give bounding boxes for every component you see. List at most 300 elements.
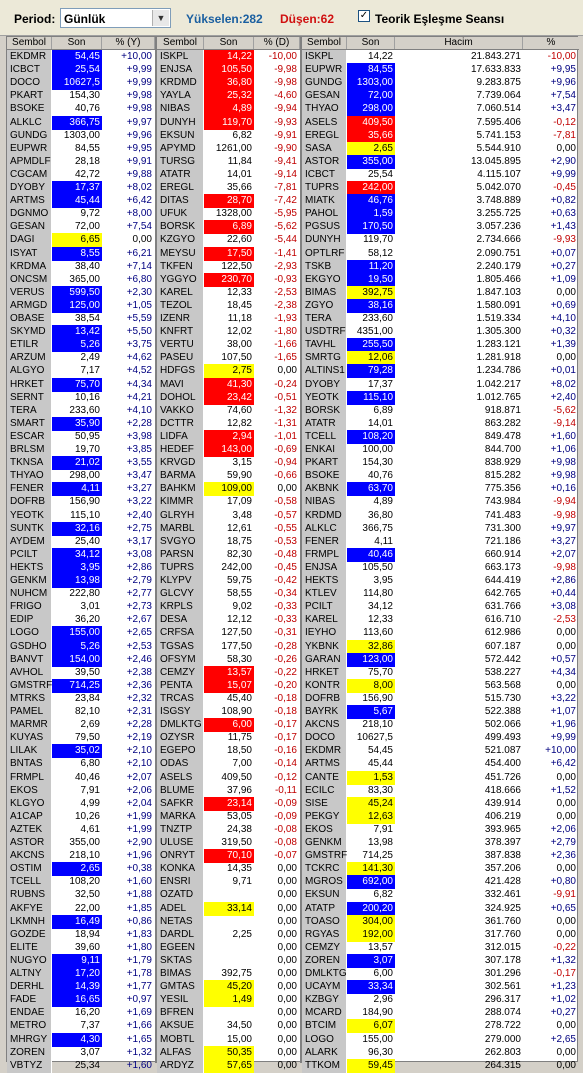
table-row[interactable] bbox=[7, 194, 579, 208]
last-price-cell: 2,69 bbox=[80, 719, 100, 731]
table-row[interactable] bbox=[7, 836, 579, 850]
table-row[interactable] bbox=[7, 168, 579, 182]
table-row[interactable] bbox=[7, 587, 579, 601]
symbol-cell: ONRYT bbox=[157, 849, 204, 863]
change-pct-cell: +1,65 bbox=[126, 1033, 152, 1045]
volume-cell: 731.300 bbox=[484, 522, 521, 534]
header-last-volume[interactable]: Son bbox=[347, 37, 395, 49]
last-price-cell: 17,09 bbox=[226, 496, 252, 508]
last-price-cell: 84,55 bbox=[74, 142, 100, 154]
symbol-cell: RGYAS bbox=[302, 928, 347, 942]
table-row[interactable] bbox=[7, 299, 579, 313]
last-price-cell: 143,00 bbox=[204, 443, 254, 457]
volume-cell: 1.580.091 bbox=[476, 299, 521, 311]
table-row[interactable] bbox=[7, 731, 579, 745]
change-pct-cell: +10,00 bbox=[121, 51, 152, 62]
change-pct-cell: +8,02 bbox=[126, 182, 152, 193]
last-price-cell: 714,25 bbox=[362, 850, 393, 862]
symbol-cell: ASTOR bbox=[7, 836, 52, 850]
table-row[interactable] bbox=[7, 482, 579, 496]
last-price-cell: 10627,5 bbox=[52, 76, 102, 90]
change-pct-cell: +6,42 bbox=[550, 758, 576, 770]
symbol-cell: PCILT bbox=[7, 548, 52, 562]
symbol-cell: TGSAS bbox=[157, 640, 204, 654]
change-pct-cell: +9,97 bbox=[126, 116, 152, 128]
table-row[interactable] bbox=[7, 954, 579, 968]
change-pct-cell: +9,98 bbox=[126, 103, 152, 115]
change-pct-cell: +2,67 bbox=[126, 614, 152, 626]
symbol-cell: THYAO bbox=[302, 102, 347, 116]
last-price-cell: 28,18 bbox=[74, 155, 100, 167]
last-price-cell: 714,25 bbox=[52, 679, 102, 693]
last-price-cell: 4,89 bbox=[373, 496, 393, 508]
symbol-cell: SKTAS bbox=[157, 954, 204, 968]
table-row[interactable] bbox=[7, 220, 579, 234]
table-row[interactable] bbox=[7, 116, 579, 130]
last-price-cell: 233,60 bbox=[362, 313, 393, 324]
toolbar bbox=[0, 0, 583, 36]
table-row[interactable] bbox=[7, 653, 579, 667]
change-pct-cell: +0,65 bbox=[550, 902, 576, 914]
change-pct-cell: 0,00 bbox=[277, 1059, 297, 1071]
last-price-cell: 4351,00 bbox=[356, 326, 393, 338]
last-price-cell: 366,75 bbox=[362, 522, 393, 534]
chevron-down-icon[interactable]: ▼ bbox=[152, 10, 169, 26]
last-price-cell: 42,72 bbox=[74, 168, 100, 180]
header-last-falling[interactable]: Son bbox=[204, 37, 254, 49]
table-row[interactable] bbox=[7, 155, 579, 169]
theoretical-label: Teorik Eşleşme Seansı bbox=[375, 12, 505, 26]
volume-cell: 7.595.406 bbox=[476, 116, 521, 128]
symbol-cell: ISGSY bbox=[157, 705, 204, 719]
change-pct-cell: +2,07 bbox=[126, 771, 152, 783]
last-price-cell: 599,50 bbox=[52, 286, 102, 300]
symbol-cell: GLRYH bbox=[157, 509, 204, 523]
header-symbol-falling[interactable]: Sembol bbox=[157, 37, 204, 49]
last-price-cell: 17,50 bbox=[204, 247, 254, 261]
table-row[interactable] bbox=[7, 233, 579, 247]
last-price-cell: 32,86 bbox=[347, 640, 395, 654]
table-row[interactable] bbox=[7, 456, 579, 470]
last-price-cell: 22,00 bbox=[74, 902, 100, 914]
last-price-cell: 107,50 bbox=[221, 352, 252, 364]
symbol-cell: SASA bbox=[302, 142, 347, 156]
table-row[interactable] bbox=[7, 797, 579, 811]
volume-cell: 278.722 bbox=[484, 1020, 521, 1032]
header-pct-rising[interactable]: % (Y) bbox=[102, 37, 155, 49]
change-pct-cell: +0,07 bbox=[550, 247, 576, 259]
volume-cell: 5.042.070 bbox=[476, 182, 521, 193]
symbol-cell: SUNTK bbox=[7, 522, 52, 536]
last-price-cell: 12,63 bbox=[347, 810, 395, 824]
symbol-cell: MEYSU bbox=[157, 247, 204, 261]
change-pct-cell: +0,97 bbox=[126, 994, 152, 1006]
symbol-cell: DOHOL bbox=[157, 391, 204, 405]
table-row[interactable] bbox=[7, 129, 579, 143]
last-price-cell: 19,50 bbox=[347, 273, 395, 287]
symbol-cell: ISKPL bbox=[157, 50, 204, 64]
header-volume[interactable]: Hacim bbox=[395, 37, 523, 49]
table-row[interactable] bbox=[7, 417, 579, 431]
symbol-cell: SMART bbox=[7, 417, 52, 431]
table-row[interactable] bbox=[7, 273, 579, 287]
volume-cell: 451.726 bbox=[484, 771, 521, 783]
table-row[interactable] bbox=[7, 1019, 579, 1033]
header-pct-falling[interactable]: % (D) bbox=[254, 37, 300, 49]
table-row[interactable] bbox=[7, 574, 579, 588]
table-row[interactable] bbox=[7, 548, 579, 562]
change-pct-cell: +9,98 bbox=[126, 90, 152, 102]
table-row[interactable] bbox=[7, 443, 579, 457]
last-price-cell: 6,80 bbox=[80, 758, 100, 770]
symbol-cell: PAMEL bbox=[7, 705, 52, 719]
symbol-cell: DITAS bbox=[157, 194, 204, 208]
volume-cell: 572.442 bbox=[484, 653, 521, 665]
volume-cell: 317.760 bbox=[484, 928, 521, 940]
symbol-cell: SKYMD bbox=[7, 325, 52, 339]
last-price-cell: 25,32 bbox=[204, 89, 254, 103]
change-pct-cell: +9,98 bbox=[550, 457, 576, 469]
volume-cell: 7.060.514 bbox=[476, 103, 521, 115]
change-pct-cell: +3,27 bbox=[126, 483, 152, 495]
table-row[interactable] bbox=[7, 207, 579, 221]
table-row[interactable] bbox=[7, 849, 579, 863]
last-price-cell: 2,75 bbox=[204, 364, 254, 378]
table-row[interactable] bbox=[7, 967, 579, 981]
table-row[interactable] bbox=[7, 928, 579, 942]
last-price-cell: 230,70 bbox=[204, 273, 254, 287]
symbol-cell: AKBNK bbox=[302, 482, 347, 496]
table-row[interactable] bbox=[7, 181, 579, 195]
volume-cell: 312.015 bbox=[484, 941, 521, 953]
table-row[interactable] bbox=[7, 364, 579, 378]
table-row[interactable] bbox=[7, 692, 579, 706]
table-row[interactable] bbox=[7, 404, 579, 418]
table-row[interactable] bbox=[7, 338, 579, 352]
symbol-cell: MGROS bbox=[302, 875, 347, 889]
header-last-rising[interactable]: Son bbox=[52, 37, 102, 49]
symbol-cell: MOBTL bbox=[157, 1033, 204, 1047]
table-row[interactable] bbox=[7, 810, 579, 824]
symbol-cell: KUYAS bbox=[7, 731, 52, 745]
table-row[interactable] bbox=[7, 640, 579, 654]
table-row[interactable] bbox=[7, 771, 579, 785]
last-price-cell: 9,11 bbox=[52, 954, 102, 968]
last-price-cell: 154,00 bbox=[52, 653, 102, 667]
symbol-cell: PASEU bbox=[157, 351, 204, 365]
symbol-cell: DYOBY bbox=[7, 181, 52, 195]
change-pct-cell: +2,07 bbox=[550, 548, 576, 560]
symbol-cell: SVGYO bbox=[157, 535, 204, 549]
table-row[interactable] bbox=[7, 902, 579, 916]
change-pct-cell: 0,00 bbox=[277, 876, 297, 888]
change-pct-cell: +2,04 bbox=[126, 797, 152, 809]
last-price-cell: 46,76 bbox=[347, 194, 395, 208]
last-price-cell: 32,16 bbox=[52, 522, 102, 536]
symbol-cell: KRDMD bbox=[302, 509, 347, 523]
last-price-cell bbox=[204, 1006, 254, 1020]
table-row[interactable] bbox=[7, 50, 579, 64]
symbol-cell: DMLKTG bbox=[157, 718, 204, 732]
change-pct-cell: +0,86 bbox=[126, 915, 152, 927]
change-pct-cell: +4,10 bbox=[550, 313, 576, 324]
table-row[interactable] bbox=[7, 1046, 579, 1060]
grid-header bbox=[7, 37, 579, 50]
symbol-cell: TKFEN bbox=[157, 260, 204, 274]
table-row[interactable] bbox=[7, 469, 579, 483]
last-price-cell: 12,82 bbox=[226, 417, 252, 429]
change-pct-cell: +4,34 bbox=[550, 666, 576, 678]
last-price-cell: 177,50 bbox=[221, 640, 252, 652]
change-pct-cell: -0,26 bbox=[274, 653, 297, 665]
symbol-cell: EKGYO bbox=[302, 273, 347, 287]
symbol-cell: KIMMR bbox=[157, 495, 204, 509]
change-pct-cell: -7,81 bbox=[274, 182, 297, 193]
symbol-cell: GOZDE bbox=[7, 928, 52, 942]
change-pct-cell: +1,39 bbox=[550, 339, 576, 351]
table-row[interactable] bbox=[7, 626, 579, 640]
table-row[interactable] bbox=[7, 1059, 579, 1073]
symbol-cell: DAGI bbox=[7, 233, 52, 247]
table-row[interactable] bbox=[7, 247, 579, 261]
table-row[interactable] bbox=[7, 89, 579, 103]
symbol-cell: ETILR bbox=[7, 338, 52, 352]
change-pct-cell: 0,00 bbox=[277, 863, 297, 875]
table-row[interactable] bbox=[7, 509, 579, 523]
table-row[interactable] bbox=[7, 666, 579, 680]
table-row[interactable] bbox=[7, 757, 579, 771]
change-pct-cell: -0,17 bbox=[274, 732, 297, 744]
change-pct-cell: -0,18 bbox=[274, 706, 297, 717]
last-price-cell: 9,72 bbox=[80, 208, 100, 220]
symbol-cell: PKART bbox=[7, 89, 52, 103]
change-pct-cell: -0,22 bbox=[553, 941, 576, 953]
table-row[interactable] bbox=[7, 705, 579, 719]
change-pct-cell: +3,47 bbox=[126, 470, 152, 482]
table-row[interactable] bbox=[7, 102, 579, 116]
symbol-cell: FENER bbox=[7, 482, 52, 496]
change-pct-cell: +2,53 bbox=[126, 640, 152, 652]
table-row[interactable] bbox=[7, 76, 579, 90]
change-pct-cell: 0,00 bbox=[277, 915, 297, 927]
symbol-cell: DOCO bbox=[302, 731, 347, 745]
volume-cell: 4.115.107 bbox=[477, 168, 521, 180]
last-price-cell: 82,10 bbox=[74, 706, 100, 717]
last-price-cell: 4,11 bbox=[374, 535, 393, 547]
volume-cell: 5.741.153 bbox=[476, 129, 521, 141]
table-row[interactable] bbox=[7, 561, 579, 575]
table-row[interactable] bbox=[7, 613, 579, 627]
symbol-cell: GENKM bbox=[7, 574, 52, 588]
symbol-cell: DCTTR bbox=[157, 417, 204, 431]
last-price-cell: 14,22 bbox=[367, 51, 393, 62]
header-pct-volume[interactable]: % bbox=[546, 37, 556, 48]
volume-cell: 1.805.466 bbox=[476, 273, 521, 285]
table-row[interactable] bbox=[7, 941, 579, 955]
table-row[interactable] bbox=[7, 522, 579, 536]
table-row[interactable] bbox=[7, 535, 579, 549]
symbol-cell: NUHCM bbox=[7, 587, 52, 601]
symbol-cell: OSTIM bbox=[7, 862, 52, 876]
symbol-cell: SMRTG bbox=[302, 351, 347, 365]
volume-cell: 1.283.121 bbox=[476, 339, 521, 351]
change-pct-cell: -1,31 bbox=[274, 417, 297, 429]
last-price-cell: 19,70 bbox=[74, 444, 100, 455]
table-row[interactable] bbox=[7, 378, 579, 392]
table-row[interactable] bbox=[7, 862, 579, 876]
change-pct-cell: +1,96 bbox=[550, 719, 576, 731]
table-row[interactable] bbox=[7, 679, 579, 693]
change-pct-cell: -2,38 bbox=[274, 299, 297, 311]
table-row[interactable] bbox=[7, 260, 579, 274]
last-price-cell: 355,00 bbox=[347, 155, 395, 169]
table-row[interactable] bbox=[7, 915, 579, 929]
change-pct-cell: -5,62 bbox=[553, 404, 576, 416]
table-row[interactable] bbox=[7, 430, 579, 444]
last-price-cell: 3,01 bbox=[80, 601, 100, 613]
last-price-cell: 74,60 bbox=[226, 404, 252, 416]
change-pct-cell: +0,82 bbox=[550, 195, 576, 207]
table-row[interactable] bbox=[7, 142, 579, 156]
table-row[interactable] bbox=[7, 888, 579, 902]
change-pct-cell: -1,32 bbox=[274, 404, 297, 416]
change-pct-cell: +8,02 bbox=[550, 378, 576, 390]
table-row[interactable] bbox=[7, 823, 579, 837]
table-row[interactable] bbox=[7, 495, 579, 509]
table-row[interactable] bbox=[7, 1006, 579, 1020]
table-row[interactable] bbox=[7, 63, 579, 77]
change-pct-cell: -0,66 bbox=[274, 470, 297, 482]
symbol-cell: LILAK bbox=[7, 744, 52, 758]
change-pct-cell: +2,32 bbox=[126, 692, 152, 704]
last-price-cell: 25,40 bbox=[74, 535, 100, 547]
symbol-cell: DYOBY bbox=[302, 378, 347, 392]
volume-cell: 563.568 bbox=[484, 679, 521, 691]
table-row[interactable] bbox=[7, 718, 579, 732]
volume-cell: 521.087 bbox=[484, 745, 521, 757]
header-symbol-rising[interactable]: Sembol bbox=[7, 37, 52, 49]
change-pct-cell: +5,59 bbox=[126, 313, 152, 324]
last-price-cell: 75,70 bbox=[367, 666, 393, 678]
table-row[interactable] bbox=[7, 1033, 579, 1047]
symbol-cell: TURSG bbox=[157, 155, 204, 169]
table-row[interactable] bbox=[7, 325, 579, 339]
symbol-cell: ISKPL bbox=[302, 50, 347, 64]
symbol-cell: IZENR bbox=[157, 312, 204, 326]
volume-cell: 743.984 bbox=[484, 496, 521, 508]
change-pct-cell: -2,93 bbox=[274, 260, 297, 272]
change-pct-cell: +1,32 bbox=[126, 1046, 152, 1058]
symbol-cell: DOCO bbox=[7, 76, 52, 90]
symbol-cell: EKOS bbox=[302, 823, 347, 837]
theoretical-checkbox[interactable]: ✓ bbox=[359, 10, 369, 21]
change-pct-cell: +2,73 bbox=[126, 601, 152, 613]
last-price-cell: 13,98 bbox=[52, 574, 102, 588]
symbol-cell: NETAS bbox=[157, 915, 204, 929]
change-pct-cell: +3,75 bbox=[126, 339, 152, 351]
last-price-cell: 242,00 bbox=[221, 561, 252, 573]
last-price-cell: 17,37 bbox=[52, 181, 102, 195]
period-select[interactable] bbox=[60, 8, 171, 28]
symbol-cell: BAHKM bbox=[157, 482, 204, 496]
change-pct-cell: -5,44 bbox=[274, 234, 297, 246]
symbol-cell: OPTLRF bbox=[302, 247, 347, 261]
symbol-cell: BORSK bbox=[157, 220, 204, 234]
symbol-cell: PCILT bbox=[302, 600, 347, 614]
symbol-cell: TERA bbox=[302, 312, 347, 326]
volume-cell: 631.766 bbox=[484, 601, 521, 613]
volume-cell: 21.843.271 bbox=[470, 51, 521, 62]
change-pct-cell: +2,40 bbox=[126, 509, 152, 521]
last-price-cell: 12,06 bbox=[347, 351, 395, 365]
table-row[interactable] bbox=[7, 980, 579, 994]
table-row[interactable] bbox=[7, 351, 579, 365]
table-row[interactable] bbox=[7, 744, 579, 758]
last-price-cell: 40,46 bbox=[347, 548, 395, 562]
last-price-cell: 32,50 bbox=[74, 889, 100, 901]
symbol-cell: PENTA bbox=[157, 679, 204, 693]
volume-cell: 264.315 bbox=[484, 1059, 521, 1071]
last-price-cell: 35,66 bbox=[226, 182, 252, 193]
change-pct-cell: +1,06 bbox=[550, 444, 576, 455]
change-pct-cell: +2,06 bbox=[550, 823, 576, 835]
rising-count: Yükselen:282 bbox=[186, 12, 263, 26]
symbol-cell: LOGO bbox=[7, 626, 52, 640]
last-price-cell: 38,16 bbox=[347, 299, 395, 313]
symbol-cell: DOFRB bbox=[7, 495, 52, 509]
table-row[interactable] bbox=[7, 600, 579, 614]
table-row[interactable] bbox=[7, 875, 579, 889]
last-price-cell: 4,11 bbox=[52, 482, 102, 496]
symbol-cell: ARTMS bbox=[7, 194, 52, 208]
last-price-cell: 18,50 bbox=[226, 745, 252, 757]
last-price-cell: 115,10 bbox=[70, 509, 100, 521]
symbol-cell: ALGYO bbox=[7, 364, 52, 378]
table-row[interactable] bbox=[7, 784, 579, 798]
last-price-cell: 242,00 bbox=[347, 181, 395, 195]
table-row[interactable] bbox=[7, 391, 579, 405]
change-pct-cell: -0,17 bbox=[553, 968, 576, 979]
volume-cell: 918.871 bbox=[484, 404, 521, 416]
symbol-cell: DUNYH bbox=[302, 233, 347, 247]
volume-cell: 502.066 bbox=[484, 719, 521, 731]
symbol-cell: OFSYM bbox=[157, 653, 204, 667]
table-row[interactable] bbox=[7, 286, 579, 300]
change-pct-cell: 0,00 bbox=[556, 679, 576, 691]
header-symbol-volume[interactable]: Sembol bbox=[302, 37, 347, 49]
change-pct-cell: 0,00 bbox=[277, 1046, 297, 1058]
last-price-cell: 100,00 bbox=[362, 444, 393, 455]
table-row[interactable] bbox=[7, 312, 579, 326]
last-price-cell: 6,82 bbox=[232, 129, 252, 141]
symbol-cell: GUNDG bbox=[7, 129, 52, 143]
change-pct-cell: -9,98 bbox=[553, 509, 576, 521]
symbol-cell: VBTYZ bbox=[7, 1059, 52, 1073]
last-price-cell: 38,40 bbox=[74, 260, 100, 272]
volume-cell: 660.914 bbox=[484, 548, 521, 560]
symbol-cell: PKART bbox=[302, 456, 347, 470]
volume-cell: 288.074 bbox=[484, 1007, 521, 1019]
symbol-cell: ICBCT bbox=[302, 168, 347, 182]
last-price-cell: 15,00 bbox=[226, 1033, 252, 1045]
change-pct-cell: -0,57 bbox=[274, 509, 297, 521]
last-price-cell: 105,50 bbox=[204, 63, 254, 77]
last-price-cell: 3,15 bbox=[232, 457, 252, 469]
last-price-cell: 35,66 bbox=[347, 129, 395, 143]
last-price-cell: 1,53 bbox=[347, 771, 395, 785]
table-row[interactable] bbox=[7, 993, 579, 1007]
change-pct-cell: 0,00 bbox=[277, 968, 297, 979]
